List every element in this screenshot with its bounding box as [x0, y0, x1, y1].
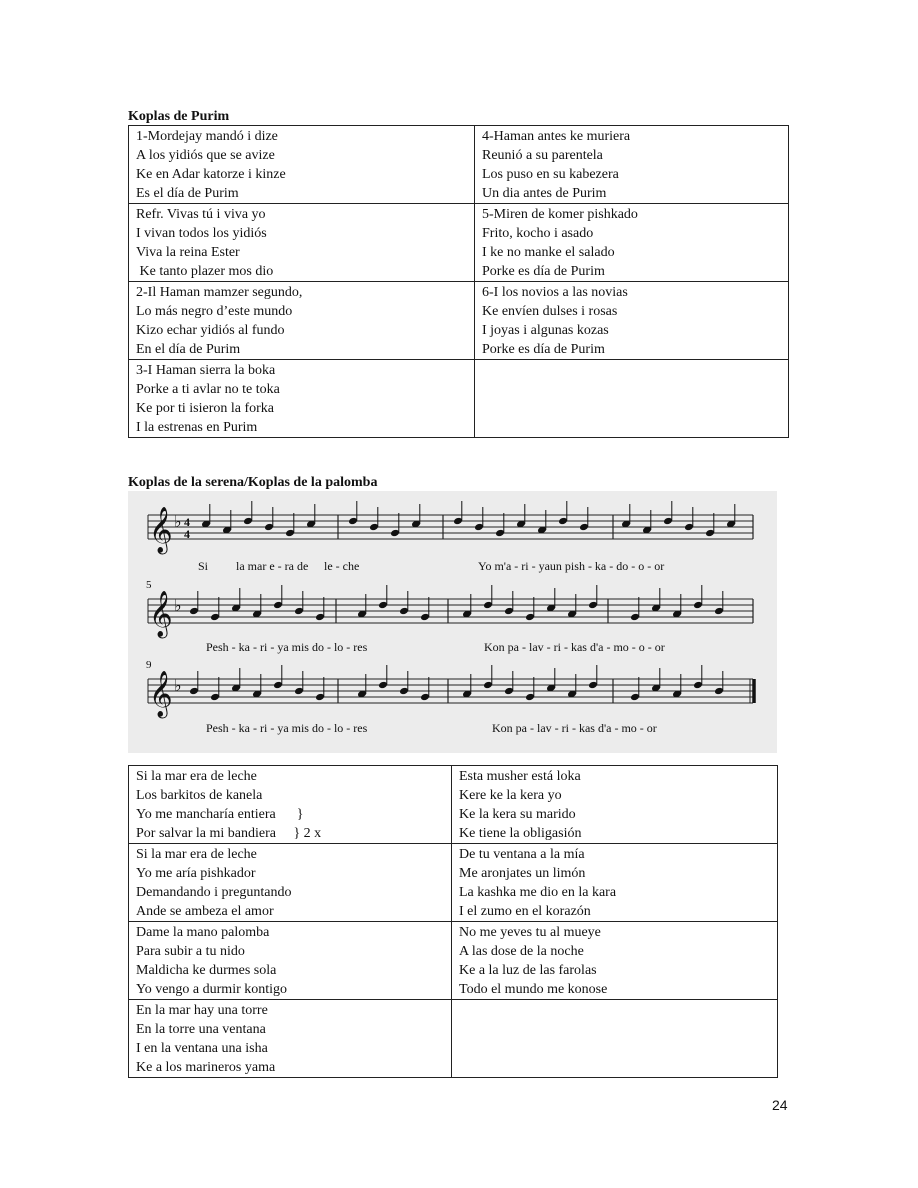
verse-line: 5-Miren de komer pishkado [482, 207, 638, 222]
verse-line: I en la ventana una isha [136, 1041, 268, 1056]
verse-row [129, 1000, 778, 1078]
verse-row [129, 844, 778, 922]
verse-line: Maldicha ke durmes sola [136, 963, 277, 978]
verse-line: Ke envíen dulses i rosas [482, 304, 618, 319]
verse-line: Ande se ambeza el amor [136, 904, 274, 919]
treble-clef: 𝄞 [149, 507, 173, 552]
koplas-de-la-serena-title: Koplas de la serena/Koplas de la palomba [128, 475, 378, 490]
treble-clef: 𝄞 [149, 671, 173, 716]
verse-line: Para subir a tu nido [136, 944, 245, 959]
verse-line: En la torre una ventana [136, 1022, 266, 1037]
purim-table-body [129, 126, 789, 438]
lyric-text: Yo m'a - ri - yaun pish - ka - do - o - or [478, 559, 665, 573]
koplas-de-purim-title: Koplas de Purim [128, 109, 230, 124]
verse-line: Refr. Vivas tú i viva yo [136, 207, 266, 222]
verse-line: Es el día de Purim [136, 186, 239, 201]
verse-line: Ke la kera su marido [459, 807, 576, 822]
lyric-text: Kon pa - lav - ri - kas d'a - mo - o - or [484, 640, 665, 654]
lyric-text: la mar e - ra de [236, 559, 309, 573]
verse-line: Ke en Adar katorze i kinze [136, 167, 286, 182]
verse-line: Ke por ti isieron la forka [136, 401, 275, 416]
verse-line: Todo el mundo me konose [459, 982, 608, 997]
verse-cell [452, 1000, 778, 1078]
verse-line: No me yeves tu al mueye [459, 925, 601, 940]
verse-line: Porke es día de Purim [482, 342, 605, 357]
sheet-music-svg [128, 491, 777, 753]
verse-row [129, 766, 778, 844]
verse-line: Un dia antes de Purim [482, 186, 607, 201]
verse-line: Frito, kocho i asado [482, 226, 594, 241]
verse-line: I vivan todos los yidiós [136, 226, 267, 241]
verse-cell [475, 126, 789, 204]
sheet-music-score [128, 491, 777, 753]
verse-line: La kashka me dio en la kara [459, 885, 617, 900]
verse-line: Yo vengo a durmir kontigo [136, 982, 288, 997]
verse-row [129, 922, 778, 1000]
verse-line: Los puso en su kabezera [482, 167, 619, 182]
verse-line: De tu ventana a la mía [459, 847, 585, 862]
verse-line: A los yidiós que se avize [136, 148, 275, 163]
verse-line: Si la mar era de leche [136, 769, 257, 784]
treble-clef: 𝄞 [149, 591, 173, 636]
verse-cell [129, 360, 475, 438]
verse-line: Demandando i preguntando [136, 885, 292, 900]
verse-line: A las dose de la noche [459, 944, 584, 959]
lyric-text: Pesh - ka - ri - ya mis do - lo - res [206, 721, 368, 735]
verse-line: Yo me aría pishkador [136, 866, 256, 881]
verse-line: Porke es día de Purim [482, 264, 605, 279]
verse-cell [129, 282, 475, 360]
verse-cell [129, 1000, 452, 1078]
lyric-text: le - che [324, 559, 360, 573]
verse-cell [452, 922, 778, 1000]
verse-cell [452, 844, 778, 922]
verse-row [129, 360, 789, 438]
time-signature-bottom: 4 [184, 527, 190, 541]
verse-line: 1-Mordejay mandó i dize [136, 129, 278, 144]
verse-row [129, 126, 789, 204]
verse-line: Dame la mano palomba [136, 925, 270, 940]
verse-line: En el día de Purim [136, 342, 241, 357]
key-signature-flat: ♭ [174, 598, 182, 615]
verse-line: Ke a la luz de las farolas [459, 963, 597, 978]
verse-line: Me aronjates un limón [459, 866, 586, 881]
verse-cell [129, 922, 452, 1000]
lyric-text: Si [198, 559, 209, 573]
verse-line: Reunió a su parentela [482, 148, 603, 163]
verse-line: I la estrenas en Purim [136, 420, 258, 435]
verse-line: Lo más negro d’este mundo [136, 304, 293, 319]
lyric-text: Pesh - ka - ri - ya mis do - lo - res [206, 640, 368, 654]
page-number: 24 [772, 1097, 788, 1113]
verse-line: En la mar hay una torre [136, 1003, 268, 1018]
verse-cell [129, 126, 475, 204]
verse-cell [129, 204, 475, 282]
verse-line: 6-I los novios a las novias [482, 285, 628, 300]
verse-line: I ke no manke el salado [482, 245, 615, 260]
measure-number: 5 [146, 579, 152, 591]
verse-line: Ke tanto plazer mos dio [136, 264, 274, 279]
verse-line: Ke tiene la obligasión [459, 826, 582, 841]
verse-line: Los barkitos de kanela [136, 788, 263, 803]
verse-line: 4-Haman antes ke muriera [482, 129, 631, 144]
koplas-de-la-serena-table [128, 765, 778, 1078]
time-signature-top: 4 [184, 515, 190, 529]
verse-line: Por salvar la mi bandiera } 2 x [136, 826, 322, 841]
verse-line: Viva la reina Ester [136, 245, 240, 260]
key-signature-flat: ♭ [174, 678, 182, 695]
verse-line: Kizo echar yidiós al fundo [136, 323, 285, 338]
verse-line: 3-I Haman sierra la boka [136, 363, 276, 378]
measure-number: 9 [146, 659, 152, 671]
koplas-de-purim-table [128, 125, 789, 438]
verse-cell [475, 204, 789, 282]
verse-line: I joyas i algunas kozas [482, 323, 609, 338]
verse-line: 2-Il Haman mamzer segundo, [136, 285, 303, 300]
lyric-text: Kon pa - lav - ri - kas d'a - mo - or [492, 721, 657, 735]
serena-table-body [129, 766, 778, 1078]
verse-line: Yo me mancharía entiera } [136, 807, 304, 822]
verse-cell [475, 360, 789, 438]
verse-line: Ke a los marineros yama [136, 1060, 276, 1075]
verse-line: I el zumo en el korazón [459, 904, 591, 919]
verse-line: Porke a ti avlar no te toka [136, 382, 280, 397]
verse-line: Kere ke la kera yo [459, 788, 562, 803]
verse-row [129, 282, 789, 360]
verse-row [129, 204, 789, 282]
verse-line: Esta musher está loka [459, 769, 581, 784]
key-signature-flat: ♭ [174, 514, 182, 531]
verse-cell [452, 766, 778, 844]
verse-cell [129, 766, 452, 844]
verse-cell [129, 844, 452, 922]
verse-cell [475, 282, 789, 360]
verse-line: Si la mar era de leche [136, 847, 257, 862]
